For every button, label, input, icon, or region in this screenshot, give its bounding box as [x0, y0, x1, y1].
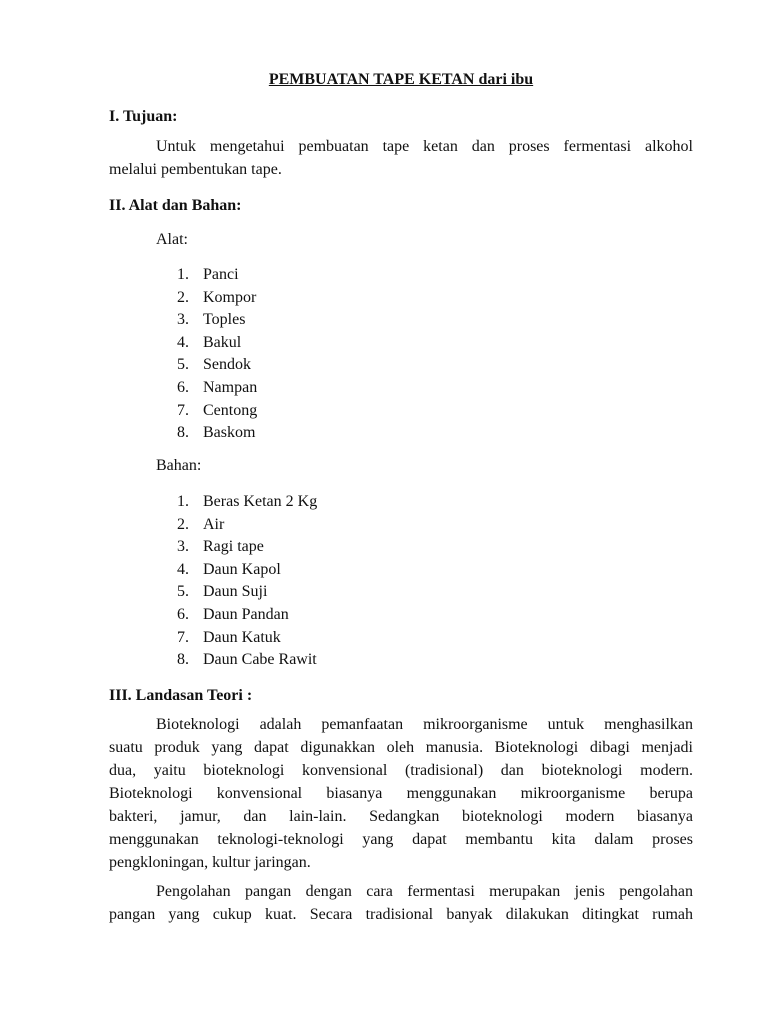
- alat-list: [177, 264, 257, 445]
- list-text: Daun Pandan: [203, 605, 289, 623]
- alat-item: [177, 354, 257, 377]
- alat-item: [177, 264, 257, 287]
- bahan-label: Bahan:: [156, 457, 202, 474]
- section-heading-landasan-teori: III. Landasan Teori :: [109, 687, 253, 704]
- paragraph-line: melalui pembentukan tape.: [109, 161, 282, 178]
- bahan-item: [177, 536, 317, 559]
- list-text: Air: [203, 515, 225, 533]
- section-heading-tujuan: I. Tujuan:: [109, 108, 178, 125]
- landasan-paragraph-2: [109, 880, 693, 926]
- paragraph-line: Bioteknologi konvensional biasanya menggunakan mikroorganisme berupa: [109, 785, 693, 802]
- bahan-item: [177, 649, 317, 672]
- list-text: Centong: [203, 401, 258, 419]
- paragraph-line: bakteri, jamur, dan lain-lain. Sedangkan bioteknologi modern biasanya: [109, 808, 693, 825]
- list-number: 8.: [177, 424, 189, 442]
- paragraph-line: Untuk mengetahui pembuatan tape ketan dan proses fermentasi alkohol: [156, 138, 693, 155]
- list-text: Daun Suji: [203, 583, 268, 601]
- paragraph-line: suatu produk yang dapat digunakkan oleh manusia. Bioteknologi dibagi menjadi: [109, 739, 693, 756]
- document-title: PEMBUATAN TAPE KETAN dari ibu: [268, 71, 534, 88]
- bahan-item: [177, 627, 317, 650]
- list-text: Daun Kapol: [203, 560, 281, 578]
- list-number: 2.: [177, 515, 189, 533]
- list-number: 7.: [177, 628, 189, 646]
- paragraph-line: pangan yang cukup kuat. Secara tradisional banyak dilakukan ditingkat rumah: [109, 906, 693, 923]
- paragraph-line: Bioteknologi adalah pemanfaatan mikroorganisme untuk menghasilkan: [156, 716, 693, 733]
- list-number: 1.: [177, 493, 189, 510]
- bahan-item: [177, 559, 317, 582]
- list-number: 7.: [177, 401, 189, 419]
- tujuan-paragraph: [109, 135, 693, 181]
- list-number: 2.: [177, 288, 189, 306]
- paragraph-line: pengkloningan, kultur jaringan.: [109, 854, 311, 871]
- list-number: 4.: [177, 333, 189, 351]
- list-number: 5.: [177, 356, 189, 374]
- alat-item: [177, 377, 257, 400]
- list-number: 6.: [177, 378, 189, 396]
- list-text: Kompor: [203, 288, 257, 306]
- paragraph-line: Pengolahan pangan dengan cara fermentasi merupakan jenis pengolahan: [156, 883, 693, 900]
- list-number: 3.: [177, 311, 189, 329]
- list-number: 1.: [177, 266, 189, 283]
- list-text: Daun Cabe Rawit: [203, 651, 317, 669]
- list-text: Toples: [203, 311, 246, 329]
- bahan-item: [177, 604, 317, 627]
- section-heading-alat-bahan: II. Alat dan Bahan:: [109, 197, 242, 214]
- list-text: Panci: [203, 266, 239, 283]
- bahan-item: [177, 581, 317, 604]
- paragraph-line: menggunakan teknologi-teknologi yang dapat membantu kita dalam proses: [109, 831, 693, 848]
- alat-item: [177, 332, 257, 355]
- list-number: 8.: [177, 651, 189, 669]
- alat-label: Alat:: [156, 231, 188, 248]
- alat-item: [177, 309, 257, 332]
- alat-item: [177, 422, 257, 445]
- list-number: 5.: [177, 583, 189, 601]
- bahan-list: [177, 491, 317, 672]
- list-text: Bakul: [203, 333, 242, 351]
- list-text: Ragi tape: [203, 538, 264, 556]
- list-text: Nampan: [203, 378, 258, 396]
- list-text: Beras Ketan 2 Kg: [203, 493, 318, 510]
- alat-item: [177, 400, 257, 423]
- list-text: Sendok: [203, 356, 251, 374]
- bahan-item: [177, 514, 317, 537]
- landasan-paragraph-1: [109, 713, 693, 874]
- bahan-item: [177, 491, 317, 514]
- paragraph-line: dua, yaitu bioteknologi konvensional (tradisional) dan bioteknologi modern.: [109, 762, 693, 779]
- alat-item: [177, 287, 257, 310]
- list-number: 4.: [177, 560, 189, 578]
- list-number: 6.: [177, 605, 189, 623]
- list-text: Daun Katuk: [203, 628, 281, 646]
- list-number: 3.: [177, 538, 189, 556]
- list-text: Baskom: [203, 424, 256, 442]
